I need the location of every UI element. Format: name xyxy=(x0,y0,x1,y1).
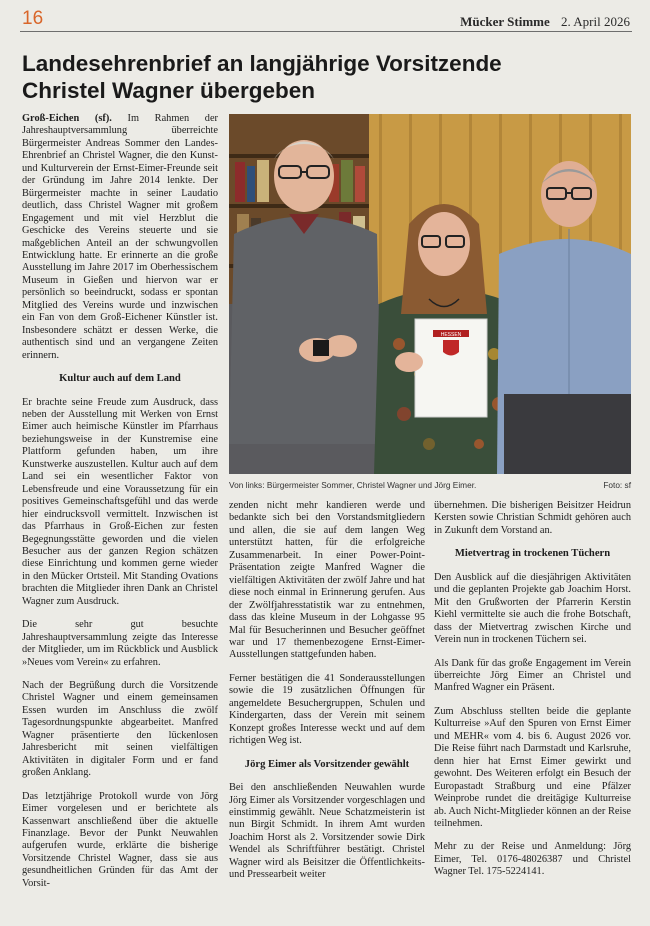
paragraph: Die sehr gut besuchte Jahreshauptversammlung zeigte das Interesse der Mitglieder, um im Rückblick und Ausblick »Neues vom Verein« zu erfahren. xyxy=(22,619,218,668)
paragraph: zenden nicht mehr kandieren werde und bedankte sich bei den Vorstandsmitgliedern und allen, die sie auf dem langen Weg unterstützt hatten, für die erfolgreiche Zusammenarbeit. In einer Power-Point-Präsentation zeigte Manfred Wagner die vielfältigen Aktivitäten der zwölf Jahre und hat diese noch einmal in Erinnerung gerufen. Aus der Zwölfjahresstatistik war zu entnehmen, dass das kleine Museum in der Lohgasse 95 Mal für Besucherinnen und Besucher geöffnet war und 17 themenbezogene Ernst-Eimer-Ausstellungen stattgefunden haben. xyxy=(229,500,425,661)
paragraph xyxy=(22,113,218,362)
paragraph: Er brachte seine Freude zum Ausdruck, dass neben der Ausstellung mit Werken von Ernst Eimer auch heimische Künstler im Pfarrhaus beziehungsweise in der Kunstremise eine Plattform gefunden haben, um ihre Kunstwerke auszustellen. Kultur auch auf dem Land sei ein wesentlicher Faktor von Lebensfreude und eine Voraussetzung für ein positives Gemeinschaftsgefühl und das werde hier eindrucksvoll vermittelt. Inzwischen ist das Pfarrhaus in Groß-Eichen zur festen Begegnungsstätte geworden und die vielen Besucher aus der ganzen Region schätzen diese Einrichtung und kommen gerne wieder in den Mücker Ortsteil. Mit Standing Ovations brachten die Mitglieder ihren Dank an Christel Wagner zum Ausdruck. xyxy=(22,396,218,607)
paragraph: Zum Abschluss stellten beide die geplante Kulturreise »Auf den Spuren von Ernst Eimer und MEHR« vom 4. bis 6. August 2026 vor. Die Reise führt nach Darmstadt und Karlsruhe, denn hier hat Ernst Eimer gewirkt und gewohnt. Des Weiteren erfolgt ein Besuch der Europastadt Straßburg und eine Pfälzer Weinprobe rundet die dreitägige Kulturreise ab. Auch Nicht-Mitglieder können an der Reise teilnehmen. xyxy=(434,705,631,829)
article-column-3 xyxy=(434,500,631,890)
issue-date: 2. April 2026 xyxy=(561,14,630,29)
header-rule xyxy=(20,31,632,32)
paragraph: Mehr zu der Reise und Anmeldung: Jörg Eimer, Tel. 0176-48026387 und Christel Wagner Tel. 175-5224141. xyxy=(434,841,631,878)
photo-illustration xyxy=(229,114,631,474)
paragraph: Bei den anschließenden Neuwahlen wurde Jörg Eimer als Vorsitzender vorgeschlagen und einstimmig gewählt. Neue Schatzmeisterin ist nun Birgit Schmidt. In ihrem Amt wurden Joachim Horst als 2. Vorsitzender sowie Dirk Wendel als Schriftführer bestätigt. Christel Wagner wird als Beisitzer die Öffentlichkeits- und Pressearbeit weiter xyxy=(229,782,425,881)
masthead xyxy=(460,14,630,30)
page-number: 16 xyxy=(22,8,44,29)
article-photo xyxy=(229,114,631,474)
paragraph-text: Im Rahmen der Jahreshauptversammlung überreichte Bürgermeister Andreas Sommer den Landes-Ehrenbrief an Christel Wagner, die den Kunst- und Kulturverein der Ernst-Eimer-Freunde seit der Gründung im Jahre 2014 lenkte. Der Bürgermeister machte in seiner Laudatio deutlich, dass Christel Wagner mit großem Engagement und mit viel Herzblut die Geschicke des Vereins steuerte und sie maßgeblichen Anteil an der schwungvollen Entwicklung hatte. Er erinnerte an die große Ausstellung im Jahre 2017 im Oberhessischem Museum in Gießen und hiervon war er persönlich so beeindruckt, sodass er spontan Mitglied des Vereins wurde und inzwischen ein Fan von dem Groß-Eichener Künstler ist. Insbesondere schätzt er dessen Werke, die authentisch sind und an vergangene Zeiten erinnern. xyxy=(22,113,218,361)
dateline: Groß-Eichen (sf). xyxy=(22,113,112,124)
paragraph: Das letztjährige Protokoll wurde von Jörg Eimer vorgelesen und er berichtete als Kassenwart anschließend über die aktuelle Finanzlage. Bevor der Punkt Neuwahlen aufgerufen wurde, erklärte die bisherige Vorsitzende Christel Wagner, dass sie aus gesundheitlichen Gründen für das Amt der Vorsit- xyxy=(22,790,218,889)
paragraph: Nach der Begrüßung durch die Vorsitzende Christel Wagner und einem gemeinsamen Essen wurden im Anschluss die zwölf Tagesordnungspunkte abgearbeitet. Manfred Wagner präsentierte den lückenlosen Jahresbericht mit seinen vielfältigen Aktivitäten in digitaler Form und er fand großen Anklang. xyxy=(22,680,218,779)
paragraph: Ferner bestätigen die 41 Sonderausstellungen sowie die 19 zusätzlichen Öffnungen für angemeldete Besuchergruppen, Schulen und Kindergarten, dass der Verein mit seinem Konzept großes Interesse weckt und auf dem richtigen Weg ist. xyxy=(229,672,425,747)
certificate-text: HESSEN xyxy=(440,332,462,338)
headline-line-1: Landesehrenbrief an langjährige Vorsitzende xyxy=(22,51,502,76)
paragraph: übernehmen. Die bisherigen Beisitzer Heidrun Kersten sowie Christian Schmidt gehören auch in Zukunft dem Vorstand an. xyxy=(434,500,631,536)
subheading: Jörg Eimer als Vorsitzender gewählt xyxy=(244,758,410,770)
paragraph: Den Ausblick auf die diesjährigen Aktivitäten und die geplanten Projekte gab Joachim Horst. Mit den Grußworten der Pfarrerin Kerstin Kiehl vermittelte sie auch die frohe Botschaft, dass der Mietvertrag zwischen Kirche und Verein nun in trockenen Tüchern sei. xyxy=(434,571,631,646)
subheading: Mietvertrag in trockenen Tüchern xyxy=(454,548,611,560)
headline-line-2: Christel Wagner übergeben xyxy=(22,78,315,103)
caption-text: Von links: Bürgermeister Sommer, Christel Wagner und Jörg Eimer. xyxy=(229,480,477,490)
photo-credit: Foto: sf xyxy=(603,480,631,490)
paragraph: Als Dank für das große Engagement im Verein überreichte Jörg Eimer an Christel und Manfred Wagner ein Präsent. xyxy=(434,657,631,694)
article-headline xyxy=(22,50,622,104)
publication-name: Mücker Stimme xyxy=(460,14,550,29)
article-column-1 xyxy=(22,113,218,901)
article-column-2 xyxy=(229,500,425,893)
subheading: Kultur auch auf dem Land xyxy=(59,373,181,385)
photo-caption xyxy=(229,480,631,490)
